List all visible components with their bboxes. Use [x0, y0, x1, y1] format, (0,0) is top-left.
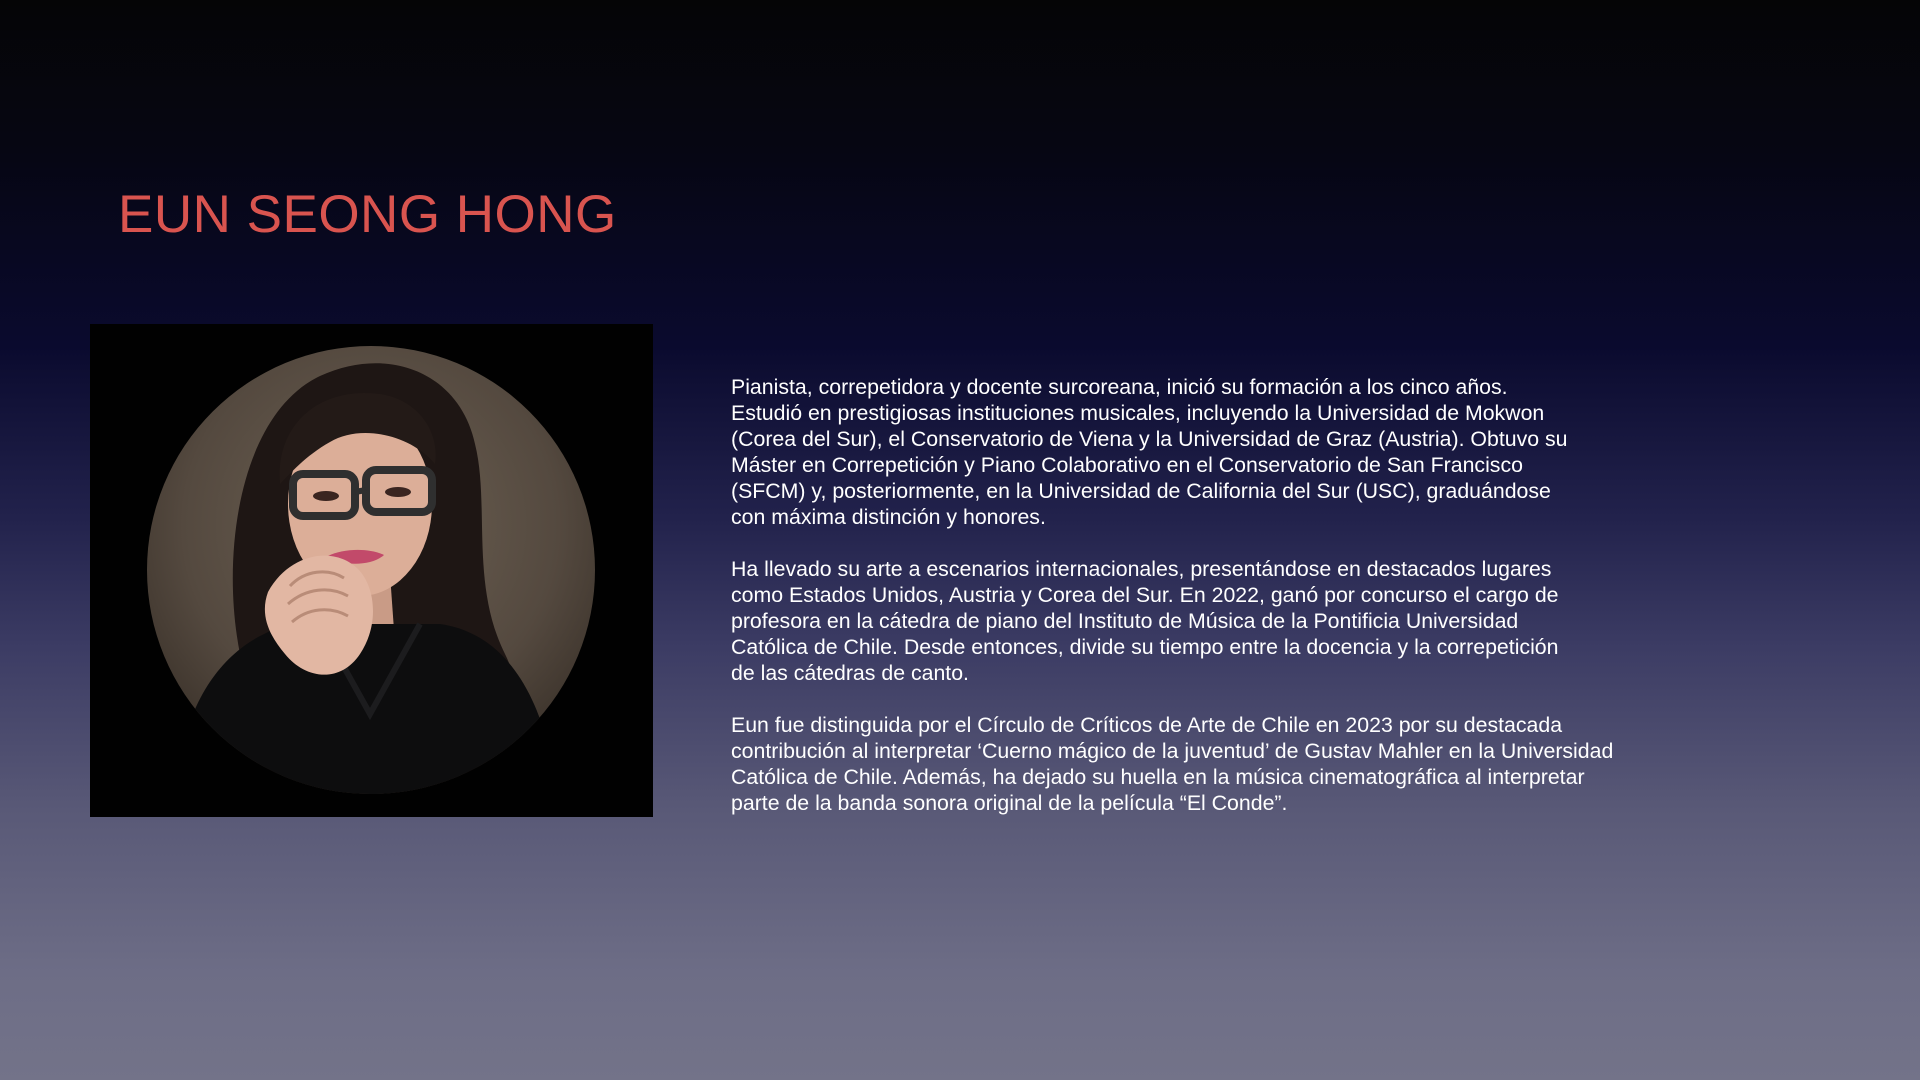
portrait-photo: [90, 324, 653, 817]
bio-paragraph-1: Pianista, correpetidora y docente surcoreana, inició su formación a los cinco años. Estudió en prestigiosas instituciones musicales, incluyendo la Universidad de Mokwon (Corea del Sur), el Conservatorio de Viena y la Universidad de Graz (Austria). Obtuvo su Máster en Correpetición y Piano Colaborativo en el Conservatorio de San Francisco (SFCM) y, posteriormente, en la Universidad de California del Sur (USC), graduándose con máxima distinción y honores.: [731, 375, 1568, 529]
slide-title: EUN SEONG HONG: [118, 185, 617, 244]
bio-paragraph-3: Eun fue distinguida por el Círculo de Críticos de Arte de Chile en 2023 por su destacada contribución al interpretar ‘Cuerno mágico de la juventud’ de Gustav Mahler en la Universidad Católica de Chile. Además, ha dejado su huella en la música cinematográfica al interpretar parte de la banda sonora original de la película “El Conde”.: [731, 713, 1614, 815]
bio-paragraph-2: Ha llevado su arte a escenarios internacionales, presentándose en destacados lugares como Estados Unidos, Austria y Corea del Sur. En 2022, ganó por concurso el cargo de profesora en la cátedra de piano del Instituto de Música de la Pontificia Universidad Católica de Chile. Desde entonces, divide su tiempo entre la docencia y la correpetición de las cátedras de canto.: [731, 557, 1559, 685]
biography-text: [731, 374, 1731, 842]
